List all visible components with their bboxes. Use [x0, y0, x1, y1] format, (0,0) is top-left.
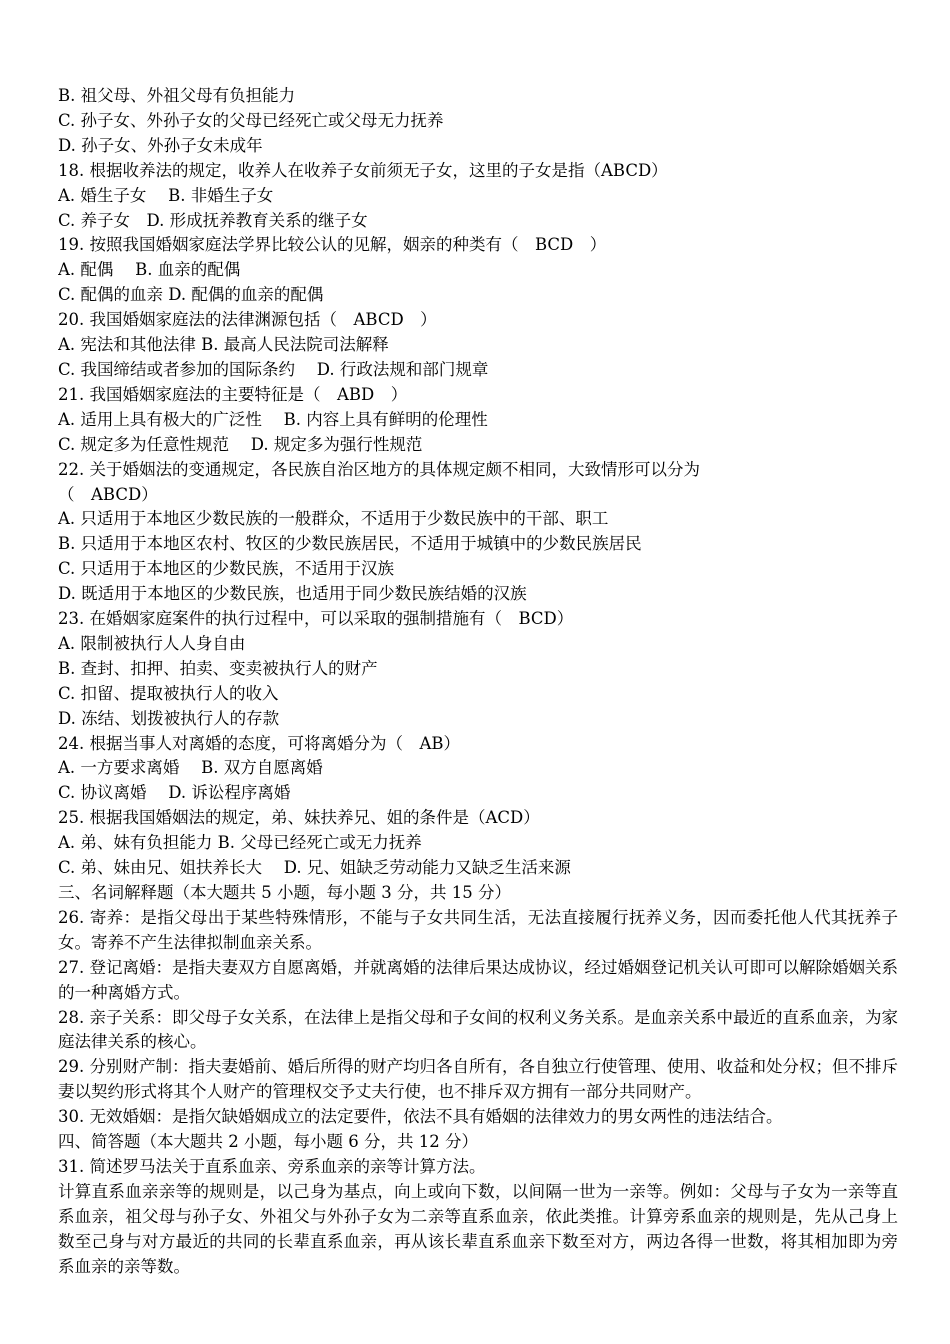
- option-22b: B. 只适用于本地区农村、牧区的少数民族居民，不适用于城镇中的少数民族居民: [58, 534, 642, 554]
- question-19: 19. 按照我国婚姻家庭法学界比较公认的见解，姻亲的种类有（ BCD ）: [58, 235, 607, 255]
- options-20-cd: C. 我国缔结或者参加的国际条约 D. 行政法规和部门规章: [58, 359, 489, 379]
- question-23: 23. 在婚姻家庭案件的执行过程中，可以采取的强制措施有（ BCD）: [58, 609, 574, 629]
- options-20-ab: A. 宪法和其他法律 B. 最高人民法院司法解释: [58, 335, 389, 355]
- options-24-ab: A. 一方要求离婚 B. 双方自愿离婚: [58, 758, 323, 778]
- option-23b: B. 查封、扣押、拍卖、变卖被执行人的财产: [58, 658, 378, 678]
- section-4-heading: 四、简答题（本大题共 2 小题，每小题 6 分，共 12 分）: [58, 1132, 478, 1152]
- question-21: 21. 我国婚姻家庭法的主要特征是（ ABD ）: [58, 384, 408, 404]
- options-19-ab: A. 配偶 B. 血亲的配偶: [58, 260, 241, 280]
- term-29-separate-property: 29. 分别财产制：指夫妻婚前、婚后所得的财产均归各自所有，各自独立行使管理、使用、收益和处分权；但不排斥妻以契约形式将其个人财产的管理权交予丈夫行使，也不排斥双方拥有一部分共同财产。: [58, 1057, 898, 1102]
- options-18-ab: A. 婚生子女 B. 非婚生子女: [58, 185, 274, 205]
- options-24-cd: C. 协议离婚 D. 诉讼程序离婚: [58, 783, 291, 803]
- option-22c: C. 只适用于本地区的少数民族，不适用于汉族: [58, 559, 395, 579]
- question-22: 22. 关于婚姻法的变通规定，各民族自治区地方的具体规定颇不相同，大致情形可以分为: [58, 459, 700, 479]
- options-21-cd: C. 规定多为任意性规范 D. 规定多为强行性规范: [58, 434, 423, 454]
- section-3-heading: 三、名词解释题（本大题共 5 小题，每小题 3 分，共 15 分）: [58, 883, 511, 902]
- term-30-void-marriage: 30. 无效婚姻：是指欠缺婚姻成立的法定要件，依法不具有婚姻的法律效力的男女两性的违法结合。: [58, 1107, 783, 1127]
- term-26-fostering: 26. 寄养：是指父母出于某些特殊情形，不能与子女共同生活，无法直接履行抚养义务，因而委托他人代其抚养子女。寄养不产生法律拟制血亲关系。: [58, 907, 898, 952]
- question-22-answer: （ ABCD）: [58, 484, 158, 504]
- term-27-registered-divorce: 27. 登记离婚：是指夫妻双方自愿离婚，并就离婚的法律后果达成协议，经过婚姻登记机关认可即可以解除婚姻关系的一种离婚方式。: [58, 957, 898, 1002]
- question-20: 20. 我国婚姻家庭法的法律渊源包括（ ABCD ）: [58, 310, 437, 330]
- question-25: 25. 根据我国婚姻法的规定，弟、妹扶养兄、姐的条件是（ACD）: [58, 808, 540, 828]
- options-19-cd: C. 配偶的血亲 D. 配偶的血亲的配偶: [58, 285, 324, 305]
- option-23d: D. 冻结、划拨被执行人的存款: [58, 708, 280, 728]
- document-page: [58, 84, 898, 1280]
- option-22d: D. 既适用于本地区的少数民族，也适用于同少数民族结婚的汉族: [58, 584, 527, 604]
- option-18b-line: B. 祖父母、外祖父母有负担能力: [58, 86, 296, 105]
- option-22a: A. 只适用于本地区少数民族的一般群众，不适用于少数民族中的干部、职工: [58, 509, 609, 529]
- options-25-ab: A. 弟、妹有负担能力 B. 父母已经死亡或无力抚养: [58, 833, 422, 853]
- option-18d-line: D. 孙子女、外孙子女未成年: [58, 135, 263, 155]
- question-18: 18. 根据收养法的规定，收养人在收养子女前须无子女，这里的子女是指（ABCD）: [58, 160, 668, 180]
- answer-31: 计算直系血亲亲等的规则是，以己身为基点，向上或向下数，以间隔一世为一亲等。例如：父母与子女为一亲等直系血亲，祖父母与孙子女、外祖父与外孙子女为二亲等直系血亲，依此类推。计算旁系血亲的规则是，先从己身上数至己身与对方最近的共同的长辈直系血亲，再从该长辈直系血亲下数至对方，两边各得一世数，将其相加即为旁系血亲的亲等数。: [58, 1181, 898, 1276]
- option-18c-line: C. 孙子女、外孙子女的父母已经死亡或父母无力抚养: [58, 110, 444, 130]
- options-18-cd: C. 养子女 D. 形成抚养教育关系的继子女: [58, 210, 368, 230]
- options-25-cd: C. 弟、妹由兄、姐扶养长大 D. 兄、姐缺乏劳动能力又缺乏生活来源: [58, 858, 571, 878]
- options-21-ab: A. 适用上具有极大的广泛性 B. 内容上具有鲜明的伦理性: [58, 409, 488, 429]
- option-23a: A. 限制被执行人人身自由: [58, 633, 246, 653]
- question-24: 24. 根据当事人对离婚的态度，可将离婚分为（ AB）: [58, 733, 461, 753]
- question-31: 31. 简述罗马法关于直系血亲、旁系血亲的亲等计算方法。: [58, 1156, 486, 1176]
- term-28-parent-child: 28. 亲子关系：即父母子女关系，在法律上是指父母和子女间的权利义务关系。是血亲关系中最近的直系血亲，为家庭法律关系的核心。: [58, 1007, 898, 1052]
- option-23c: C. 扣留、提取被执行人的收入: [58, 683, 279, 703]
